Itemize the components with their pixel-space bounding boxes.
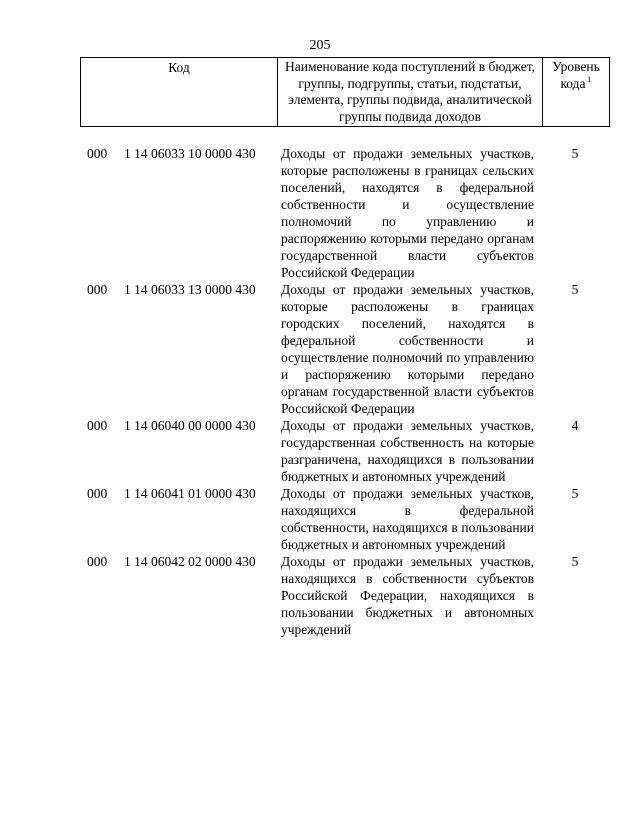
table-row — [0, 485, 640, 553]
header-level-label: Уровень кода — [552, 59, 600, 91]
row-level: 5 — [571, 486, 579, 501]
row-level: 5 — [571, 146, 579, 161]
table-row — [0, 281, 640, 417]
row-admin-code: 000 — [87, 282, 108, 297]
row-income-code: 1 14 06041 01 0000 430 — [124, 486, 256, 501]
table-row — [0, 145, 640, 281]
row-admin-code: 000 — [87, 418, 108, 433]
row-income-code: 1 14 06033 10 0000 430 — [124, 146, 256, 161]
table-body — [0, 145, 640, 638]
row-name: Доходы от продажи земельных участков, находящихся в собственности субъектов Российской Федерации, находящихся в пользовании бюджетных и автономных учреждений — [281, 554, 534, 637]
row-income-code: 1 14 06033 13 0000 430 — [124, 282, 256, 297]
row-level: 4 — [571, 418, 579, 433]
table-row — [0, 553, 640, 638]
header-name: Наименование кода поступлений в бюджет, группы, подгруппы, статьи, подстатьи, элемента, группы подвида, аналитической группы подвида доходов — [278, 58, 543, 126]
table-row — [0, 417, 640, 485]
row-admin-code: 000 — [87, 146, 108, 161]
page-number: 205 — [309, 38, 331, 53]
row-level: 5 — [571, 554, 579, 569]
row-level: 5 — [571, 282, 579, 297]
row-name: Доходы от продажи земельных участков, государственная собственность на которые разграничена, находящихся в пользовании бюджетных и автономных учреждений — [281, 418, 534, 484]
row-name: Доходы от продажи земельных участков, которые расположены в границах городских поселений, находятся в федеральной собственности и осуществление полномочий по управлению и распоряжению которыми передано органам государственной власти субъектов Российской Федерации — [281, 282, 534, 416]
header-level-footnote: 1 — [587, 75, 592, 84]
row-name: Доходы от продажи земельных участков, находящихся в федеральной собственности, находящихся в пользовании бюджетных и автономных учреждений — [281, 486, 534, 552]
row-name: Доходы от продажи земельных участков, которые расположены в границах сельских поселений, находятся в федеральной собственности и осуществление полномочий по управлению и распоряжению которыми передано органам государственной власти субъектов Российской Федерации — [281, 146, 534, 280]
row-admin-code: 000 — [87, 554, 108, 569]
row-admin-code: 000 — [87, 486, 108, 501]
row-income-code: 1 14 06042 02 0000 430 — [124, 554, 256, 569]
header-level — [543, 58, 609, 126]
header-code: Код — [81, 58, 278, 126]
table-header — [80, 57, 610, 127]
row-income-code: 1 14 06040 00 0000 430 — [124, 418, 256, 433]
